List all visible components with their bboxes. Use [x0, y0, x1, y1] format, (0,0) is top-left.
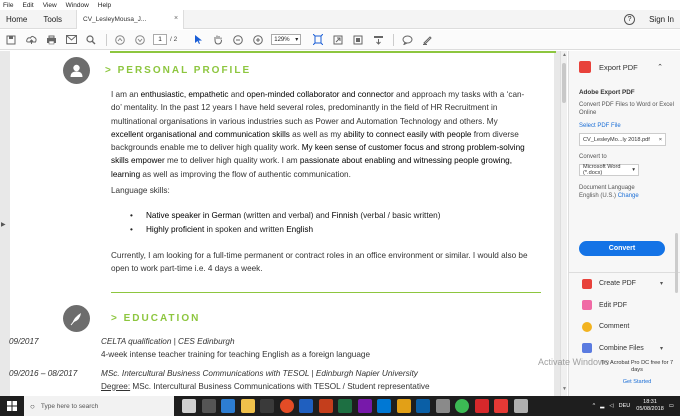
previous-page-icon[interactable]	[113, 33, 127, 47]
hand-tool-icon[interactable]	[211, 33, 225, 47]
comment-icon[interactable]	[400, 33, 414, 47]
task-view-icon[interactable]	[202, 399, 216, 413]
adobe-export-title: Adobe Export PDF	[579, 89, 635, 96]
selected-file-field[interactable]	[579, 133, 666, 146]
zoom-level-select[interactable]	[271, 34, 301, 45]
tab-document[interactable]	[76, 10, 184, 29]
activate-windows-watermark: Activate Windows	[538, 357, 610, 367]
text-span: in spoken and written	[204, 225, 287, 234]
upload-cloud-icon[interactable]	[24, 33, 38, 47]
combine-files-icon	[582, 343, 592, 353]
tool-create-pdf[interactable]	[569, 273, 680, 295]
file-explorer-icon[interactable]	[241, 399, 255, 413]
chevron-down-icon: ▾	[632, 167, 635, 173]
format-value: Microsoft Word (*.docx)	[583, 164, 621, 176]
email-icon[interactable]	[64, 33, 78, 47]
volume-icon[interactable]: ◁	[609, 403, 614, 409]
help-icon[interactable]: ?	[624, 14, 635, 25]
text-emphasis: ability to connect easily with people	[343, 129, 472, 139]
edge-browser-icon[interactable]	[221, 399, 235, 413]
text-emphasis: English	[286, 225, 314, 234]
menu-view[interactable]: View	[42, 1, 57, 9]
change-language-link[interactable]: Change	[617, 193, 639, 199]
text-emphasis: Native speaker in German	[146, 211, 242, 220]
education-date: 09/2017	[9, 337, 39, 346]
quill-icon	[63, 305, 90, 332]
rotate-view-icon[interactable]	[331, 33, 345, 47]
text-span: as well as improving the flow of authentic communication.	[140, 169, 351, 179]
word-icon[interactable]	[299, 399, 313, 413]
remove-file-icon[interactable]: ×	[658, 136, 662, 143]
sign-in-link[interactable]: Sign In	[649, 14, 674, 24]
acrobat-icon[interactable]	[475, 399, 489, 413]
profile-paragraph	[111, 88, 531, 181]
clock-time: 18:31	[643, 399, 657, 405]
education-description: 4-week intense teacher training for teaching English as a foreign language	[101, 349, 370, 359]
toolbar-divider	[393, 34, 394, 46]
windows-taskbar	[0, 396, 680, 416]
education-description: MSc. Intercultural Business Communications with TESOL / Student representative	[130, 381, 430, 391]
menu-window[interactable]: Window	[65, 1, 89, 9]
text-span: (written and verbal) and	[241, 211, 332, 220]
tools-pane-scrollbar[interactable]	[674, 83, 680, 393]
text-emphasis: Highly proficient	[146, 225, 205, 234]
zoom-out-icon[interactable]	[231, 33, 245, 47]
print-icon[interactable]	[44, 33, 58, 47]
text-span: me to deliver high quality work. I am	[164, 156, 300, 166]
text-span: (verbal / basic written)	[358, 211, 441, 220]
outlook-icon[interactable]	[377, 399, 391, 413]
scroll-up-icon[interactable]: ▲	[562, 52, 567, 58]
pen-sign-icon[interactable]	[420, 33, 434, 47]
section-divider	[111, 292, 541, 293]
spotify-icon[interactable]	[455, 399, 469, 413]
tab-tools[interactable]: Tools	[43, 14, 63, 24]
full-screen-icon[interactable]	[351, 33, 365, 47]
acrobat-reader-icon[interactable]	[494, 399, 508, 413]
tool-combine-files[interactable]	[569, 338, 680, 360]
scrollbar-thumb[interactable]	[562, 63, 566, 103]
next-page-icon[interactable]	[133, 33, 147, 47]
onenote-icon[interactable]	[358, 399, 372, 413]
selected-file-name: CV_LesleyMo...ly 2018.pdf	[583, 136, 650, 143]
microphone-icon[interactable]	[182, 399, 196, 413]
windows-start-icon[interactable]	[0, 396, 24, 416]
document-viewport[interactable]	[0, 51, 565, 396]
tools-pane	[568, 51, 680, 396]
app-icon[interactable]	[514, 399, 528, 413]
text-emphasis: enthusiastic, empathetic	[140, 90, 229, 99]
availability-paragraph: Currently, I am looking for a full-time permanent or contract roles in an office environment or similar. I would also be open to work part-time i.e. 4 days a week.	[111, 251, 528, 274]
toolbar-divider	[106, 34, 107, 46]
text-span: as well as my	[289, 129, 344, 139]
system-tray	[588, 399, 680, 413]
save-icon[interactable]	[4, 33, 18, 47]
text-emphasis: excellent organisational and communication skills	[111, 129, 290, 139]
select-cursor-icon[interactable]	[191, 33, 205, 47]
page-number-input[interactable]: 1	[153, 34, 167, 45]
education-entry	[9, 336, 549, 362]
zoom-in-icon[interactable]	[251, 33, 265, 47]
chrome-icon[interactable]	[280, 399, 294, 413]
chevron-down-icon[interactable]: ▾	[659, 281, 663, 288]
chevron-down-icon: ▾	[295, 37, 299, 43]
promo-text: Try Acrobat Pro DC free for 7 days	[600, 360, 674, 373]
text-emphasis: My keen sense of customer focus and strong problem-solving skills empower	[111, 143, 525, 166]
network-icon[interactable]: ▂	[600, 403, 605, 409]
tray-chevron-icon[interactable]: ^	[592, 403, 596, 409]
read-mode-icon[interactable]	[371, 33, 385, 47]
tab-home[interactable]: Home	[6, 14, 28, 24]
powerpoint-icon[interactable]	[319, 399, 333, 413]
scrollbar-thumb[interactable]	[675, 233, 678, 293]
language-skills-label: Language skills:	[111, 186, 170, 195]
taskbar-clock[interactable]	[636, 399, 664, 413]
create-pdf-icon	[582, 279, 592, 289]
input-language[interactable]: DEU	[618, 403, 631, 409]
list-item	[130, 223, 510, 237]
excel-icon[interactable]	[338, 399, 352, 413]
page-count: / 2	[170, 36, 178, 43]
tool-label: Create PDF	[599, 280, 636, 288]
menu-file[interactable]: File	[3, 1, 14, 9]
zoom-level-value: 129%	[274, 36, 290, 43]
notifications-icon[interactable]: ▭	[668, 403, 674, 409]
folder-icon[interactable]	[397, 399, 411, 413]
menu-help[interactable]: Help	[97, 1, 112, 9]
tool-edit-pdf[interactable]	[569, 295, 680, 317]
education-title: CELTA qualification | CES Edinburgh	[101, 337, 235, 346]
export-description: Convert PDF Files to Word or Excel Online	[579, 102, 674, 116]
education-section-title: > EDUCATION	[111, 313, 201, 324]
tool-comment[interactable]	[569, 316, 680, 338]
toolbar	[0, 30, 680, 50]
pinned-apps	[182, 399, 533, 413]
get-started-link[interactable]: Get Started	[622, 379, 652, 385]
convert-button[interactable]: Convert	[579, 241, 665, 256]
convert-to-label: Convert to	[579, 154, 607, 160]
document-language-label: Document Language	[579, 185, 635, 191]
text-emphasis: passionate about enabling and witnessing people growing, learning	[111, 156, 512, 179]
taskbar-search-box[interactable]	[24, 396, 174, 416]
app-icon[interactable]	[436, 399, 450, 413]
export-pdf-body	[579, 89, 674, 200]
education-title: MSc. Intercultural Business Communications with TESOL | Edinburgh Napier University	[101, 369, 418, 378]
fit-page-icon[interactable]	[311, 33, 325, 47]
document-language	[579, 184, 674, 200]
document-language-value: English (U.S.)	[579, 193, 617, 199]
edit-pdf-icon	[582, 300, 592, 310]
tool-label: Combine Files	[599, 344, 644, 352]
search-icon[interactable]	[84, 33, 98, 47]
export-pdf-title: Export PDF	[599, 62, 638, 72]
taskbar-search-placeholder: Type here to search	[40, 402, 99, 410]
menu-bar	[0, 0, 680, 10]
list-item	[130, 209, 510, 223]
store-icon[interactable]	[260, 399, 274, 413]
document-tab-label: CV_LesleyMousa_J...	[83, 15, 147, 23]
text-span: from diverse backgrounds enable me to deliver high quality work.	[111, 129, 519, 153]
collapse-left-panel-icon[interactable]: ▶	[1, 222, 6, 228]
select-pdf-link[interactable]: Select PDF File	[579, 123, 621, 129]
chevron-down-icon[interactable]: ▾	[659, 345, 663, 352]
tool-list	[569, 272, 680, 359]
close-tab-icon[interactable]: ×	[173, 14, 179, 22]
edge-app-icon[interactable]	[416, 399, 430, 413]
education-date: 09/2016 – 08/2017	[9, 369, 78, 378]
search-icon: ○	[30, 401, 35, 411]
text-emphasis: open-minded collaborator and connector	[246, 90, 394, 99]
text-span: and approach my tasks with a ‘can-do’ mentality. In the past 12 years I have held several roles, predominantly in the field of HR Recruitment in multinational organisations in various industries such as Power and Automation Technology and others. My	[111, 90, 525, 126]
tool-label: Comment	[599, 323, 630, 331]
tool-label: Edit PDF	[599, 301, 628, 309]
text-emphasis: Finnish	[331, 211, 359, 220]
export-pdf-header[interactable]	[569, 51, 680, 83]
document-scrollbar[interactable]	[560, 51, 567, 396]
scroll-down-icon[interactable]: ▼	[562, 386, 567, 392]
text-span: and	[228, 90, 247, 99]
degree-label: Degree:	[101, 381, 131, 391]
profile-section-title: > PERSONAL PROFILE	[105, 65, 252, 76]
chevron-up-icon[interactable]: ⌃	[657, 64, 663, 71]
language-list	[130, 209, 510, 237]
clock-date: 05/08/2018	[636, 406, 664, 412]
export-pdf-icon	[579, 61, 591, 73]
section-top-rule	[110, 51, 556, 53]
tab-bar	[0, 10, 680, 29]
text-span: I am an	[111, 90, 141, 99]
format-select[interactable]	[579, 164, 639, 176]
comment-tool-icon	[582, 322, 592, 332]
menu-edit[interactable]: Edit	[22, 1, 34, 9]
person-icon	[63, 57, 90, 84]
education-entry	[9, 368, 549, 394]
